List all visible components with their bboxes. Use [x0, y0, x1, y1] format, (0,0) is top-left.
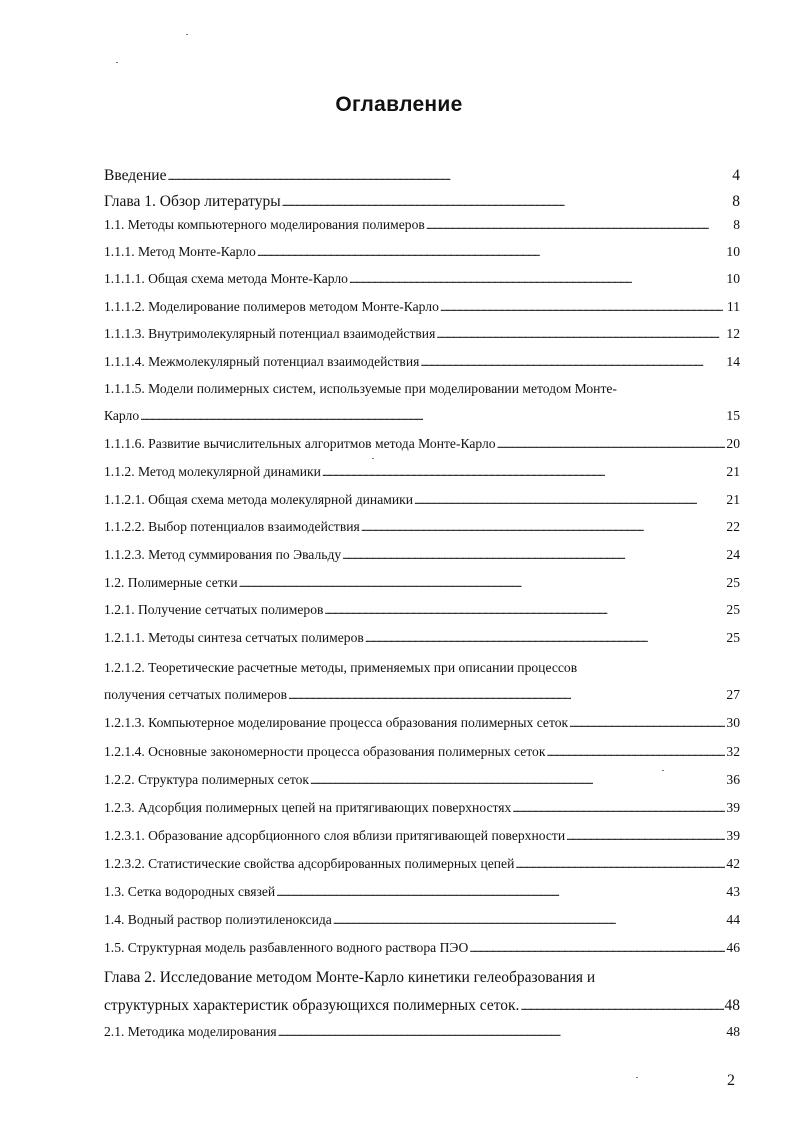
- toc-entry-label: Глава 1. Обзор литературы: [104, 193, 281, 210]
- toc-entry-page: 25: [726, 575, 740, 590]
- toc-entry-label: Введение: [104, 167, 167, 184]
- toc-entry-label: 1.2.3.2. Статистические свойства адсорбированных полимерных цепей: [104, 856, 515, 871]
- dot-leader: [520, 998, 723, 1014]
- toc-entry-page: 25: [726, 602, 740, 617]
- toc-entry-label: 1.1.1.1. Общая схема метода Монте-Карло: [104, 271, 348, 286]
- toc-entry-page: 11: [726, 299, 740, 314]
- toc-entry-page: 8: [732, 193, 740, 210]
- table-of-contents: [104, 0, 740, 1139]
- toc-entry[interactable]: [104, 857, 740, 871]
- toc-entry[interactable]: [104, 1025, 740, 1039]
- toc-entry[interactable]: [104, 168, 740, 184]
- dot-leader: [140, 409, 725, 423]
- toc-entry[interactable]: [104, 801, 740, 815]
- toc-entry[interactable]: [104, 194, 740, 210]
- toc-entry-label: 1.5. Структурная модель разбавленного водного раствора ПЭО: [104, 940, 469, 955]
- toc-entry-label: 1.2.1.4. Основные закономерности процесса образования полимерных сеток: [104, 744, 546, 759]
- toc-entry-page: 10: [726, 244, 740, 259]
- dot-leader: [333, 913, 726, 927]
- toc-entry-label: структурных характеристик образующихся полимерных сеток.: [104, 997, 520, 1014]
- dot-leader: [239, 576, 726, 590]
- dot-leader: [324, 603, 725, 617]
- dot-leader: [365, 631, 726, 645]
- toc-entry[interactable]: [104, 520, 740, 534]
- toc-entry[interactable]: [104, 548, 740, 562]
- toc-entry-page: 8: [733, 217, 740, 232]
- toc-entry-page: 20: [726, 436, 740, 451]
- dot-leader: [515, 857, 725, 871]
- dot-leader: [414, 493, 725, 507]
- toc-entry-page: 15: [726, 408, 740, 423]
- toc-entry-label: 1.1.1.2. Моделирование полимеров методом Монте-Карло: [104, 299, 439, 314]
- toc-entry-label: 2.1. Методика моделирования: [104, 1024, 277, 1039]
- toc-entry-page: 12: [726, 326, 740, 341]
- toc-entry-page: 46: [726, 940, 740, 955]
- toc-entry[interactable]: [104, 272, 740, 286]
- dot-leader: [167, 168, 731, 184]
- toc-entry-label: получения сетчатых полимеров: [104, 687, 288, 702]
- dot-leader: [469, 941, 725, 955]
- toc-entry-page: 39: [726, 800, 740, 815]
- toc-entry-page: 36: [726, 772, 740, 787]
- scan-speck: [636, 1077, 638, 1078]
- toc-entry-label: 1.1.1. Метод Монте-Карло: [104, 244, 256, 259]
- toc-entry-label: 1.2. Полимерные сетки: [104, 575, 238, 590]
- dot-leader: [546, 745, 725, 759]
- dot-leader: [257, 245, 726, 259]
- toc-entry-first-line[interactable]: 1.2.1.2. Теоретические расчетные методы, применяемых при описании процессов: [104, 660, 578, 675]
- toc-entry[interactable]: [104, 300, 740, 314]
- toc-entry[interactable]: [104, 716, 740, 730]
- page-title: Оглавление: [335, 93, 463, 116]
- dot-leader: [361, 520, 726, 534]
- toc-entry-page: 25: [726, 630, 740, 645]
- toc-entry-page: 24: [726, 547, 740, 562]
- toc-entry-label: 1.1.2.3. Метод суммирования по Эвальду: [104, 547, 342, 562]
- toc-entry[interactable]: [104, 998, 740, 1014]
- toc-entry-page: 10: [726, 271, 740, 286]
- toc-entry-label: 1.4. Водный раствор полиэтиленоксида: [104, 912, 332, 927]
- toc-entry-label: 1.2.3.1. Образование адсорбционного слоя вблизи притягивающей поверхности: [104, 828, 566, 843]
- scan-speck: [186, 34, 188, 35]
- toc-entry[interactable]: [104, 437, 740, 451]
- dot-leader: [342, 548, 725, 562]
- scan-speck: [116, 62, 118, 63]
- toc-entry[interactable]: [104, 773, 740, 787]
- toc-entry-label: 1.1.1.6. Развитие вычислительных алгоритмов метода Монте-Карло: [104, 436, 496, 451]
- dot-leader: [349, 272, 725, 286]
- toc-entry-label: Карло: [104, 408, 140, 423]
- dot-leader: [282, 194, 732, 210]
- toc-entry[interactable]: [104, 465, 740, 479]
- dot-leader: [436, 327, 725, 341]
- toc-entry[interactable]: [104, 355, 740, 369]
- toc-entry-page: 39: [726, 828, 740, 843]
- dot-leader: [566, 829, 725, 843]
- toc-entry-page: 21: [726, 492, 740, 507]
- toc-entry-label: 1.2.1.3. Компьютерное моделирование процесса образования полимерных сеток: [104, 715, 569, 730]
- toc-entry-page: 14: [726, 354, 740, 369]
- toc-entry-page: 27: [726, 687, 740, 702]
- toc-entry[interactable]: [104, 493, 740, 507]
- dot-leader: [420, 355, 725, 369]
- toc-entry[interactable]: [104, 603, 740, 617]
- toc-entry-page: 22: [726, 519, 740, 534]
- toc-entry[interactable]: [104, 829, 740, 843]
- dot-leader: [322, 465, 726, 479]
- toc-entry-page: 44: [726, 912, 740, 927]
- scan-speck: [372, 458, 374, 459]
- dot-leader: [569, 716, 725, 730]
- dot-leader: [278, 1025, 726, 1039]
- toc-entry[interactable]: [104, 245, 740, 259]
- toc-entry-first-line[interactable]: Глава 2. Исследование методом Монте-Карло кинетики гелеобразования и: [104, 969, 596, 986]
- toc-entry[interactable]: [104, 688, 740, 702]
- toc-entry[interactable]: [104, 409, 740, 423]
- toc-entry-label: 1.2.2. Структура полимерных сеток: [104, 772, 309, 787]
- dot-leader: [288, 688, 725, 702]
- toc-entry[interactable]: [104, 631, 740, 645]
- toc-entry[interactable]: [104, 218, 740, 232]
- toc-entry-page: 42: [726, 856, 740, 871]
- toc-entry-page: 30: [726, 715, 740, 730]
- dot-leader: [426, 218, 732, 232]
- toc-entry-label: 1.2.1. Получение сетчатых полимеров: [104, 602, 324, 617]
- toc-entry-page: 48: [726, 1024, 740, 1039]
- page-number: 2: [727, 1072, 735, 1089]
- toc-entry[interactable]: [104, 913, 740, 927]
- dot-leader: [440, 300, 726, 314]
- toc-entry-first-line[interactable]: 1.1.1.5. Модели полимерных систем, используемые при моделировании методом Монте-: [104, 381, 617, 396]
- toc-entry-label: 1.1.1.4. Межмолекулярный потенциал взаимодействия: [104, 354, 420, 369]
- toc-entry-label: 1.1.1.3. Внутримолекулярный потенциал взаимодействия: [104, 326, 436, 341]
- toc-entry[interactable]: [104, 885, 740, 899]
- toc-entry-page: 48: [724, 997, 740, 1014]
- toc-entry-page: 32: [726, 744, 740, 759]
- toc-entry-label: 1.2.1.1. Методы синтеза сетчатых полимеров: [104, 630, 364, 645]
- dot-leader: [310, 773, 725, 787]
- toc-entry-page: 43: [726, 884, 740, 899]
- toc-entry[interactable]: [104, 576, 740, 590]
- toc-entry-label: 1.1.2.2. Выбор потенциалов взаимодействия: [104, 519, 360, 534]
- toc-entry-label: 1.1.2. Метод молекулярной динамики: [104, 464, 321, 479]
- toc-entry-label: 1.1.2.1. Общая схема метода молекулярной динамики: [104, 492, 413, 507]
- dot-leader: [512, 801, 725, 815]
- toc-entry[interactable]: [104, 327, 740, 341]
- toc-entry-page: 4: [732, 167, 740, 184]
- toc-entry-label: 1.1. Методы компьютерного моделирования полимеров: [104, 217, 425, 232]
- dot-leader: [276, 885, 725, 899]
- toc-entry[interactable]: [104, 941, 740, 955]
- toc-entry-label: 1.3. Сетка водородных связей: [104, 884, 276, 899]
- toc-entry-page: 21: [726, 464, 740, 479]
- dot-leader: [497, 437, 726, 451]
- toc-entry-label: 1.2.3. Адсорбция полимерных цепей на притягивающих поверхностях: [104, 800, 512, 815]
- scan-speck: [662, 770, 664, 771]
- toc-entry[interactable]: [104, 745, 740, 759]
